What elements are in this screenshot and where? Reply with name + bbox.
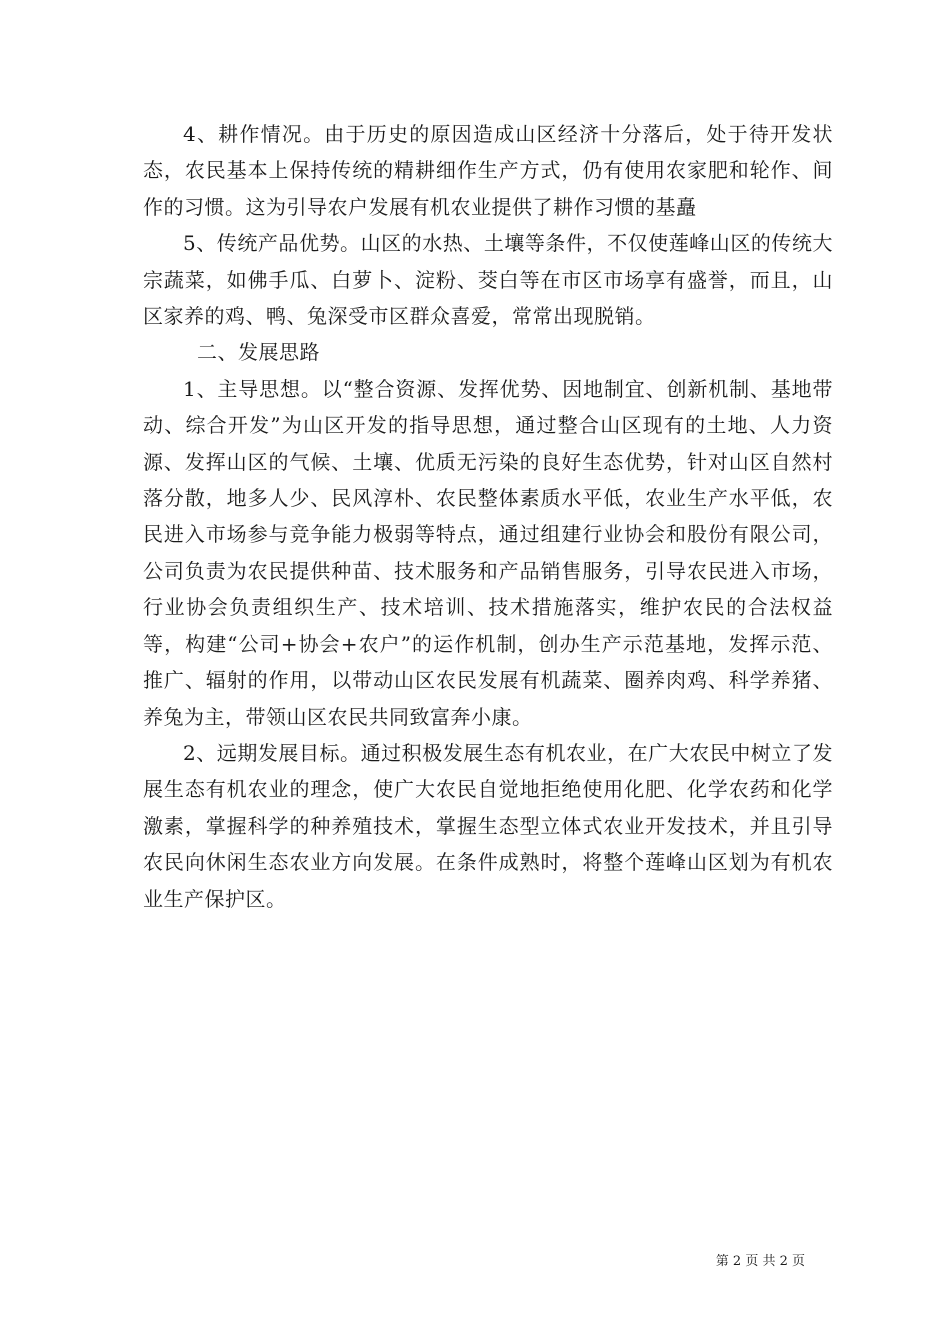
paragraph-traditional-products: 5、传统产品优势。山区的水热、土壤等条件，不仅使莲峰山区的传统大宗蔬菜，如佛手瓜、白萝卜、淀粉、茭白等在市区市场享有盛誉，而且，山区家养的鸡、鸭、兔深受市区群众喜爱，常常出现脱销。 bbox=[143, 231, 833, 329]
paragraph-long-term-goal: 2、远期发展目标。通过积极发展生态有机农业，在广大农民中树立了发展生态有机农业的理念，使广大农民自觉地拒绝使用化肥、化学农药和化学激素，掌握科学的种养殖技术，掌握生态型立体式农业开发技术，并且引导农民向休闲生态农业方向发展。在条件成熟时，将整个莲峰山区划为有机农业生产保护区。 bbox=[143, 740, 833, 911]
page-number-footer: 第 2 页 共 2 页 bbox=[715, 1254, 805, 1269]
document-body bbox=[143, 116, 833, 917]
paragraph-guiding-thought: 1、主导思想。以“整合资源、发挥优势、因地制宜、创新机制、基地带动、综合开发”为山区开发的指导思想，通过整合山区现有的土地、人力资源、发挥山区的气候、土壤、优质无污染的良好生态优势，针对山区自然村落分散，地多人少、民风淳朴、农民整体素质水平低，农业生产水平低，农民进入市场参与竞争能力极弱等特点，通过组建行业协会和股份有限公司，公司负责为农民提供种苗、技术服务和产品销售服务，引导农民进入市场，行业协会负责组织生产、技术培训、技术措施落实，维护农民的合法权益等，构建“公司+协会+农户”的运作机制，创办生产示范基地，发挥示范、推广、辐射的作用，以带动山区农民发展有机蔬菜、圈养肉鸡、科学养猪、养兔为主，带领山区农民共同致富奔小康。 bbox=[143, 376, 833, 729]
paragraph-farming-status: 4、耕作情况。由于历史的原因造成山区经济十分落后，处于待开发状态，农民基本上保持传统的精耕细作生产方式，仍有使用农家肥和轮作、间作的习惯。这为引导农户发展有机农业提供了耕作习惯的基矗 bbox=[143, 122, 833, 219]
section-heading-development-ideas: 二、发展思路 bbox=[197, 340, 320, 365]
